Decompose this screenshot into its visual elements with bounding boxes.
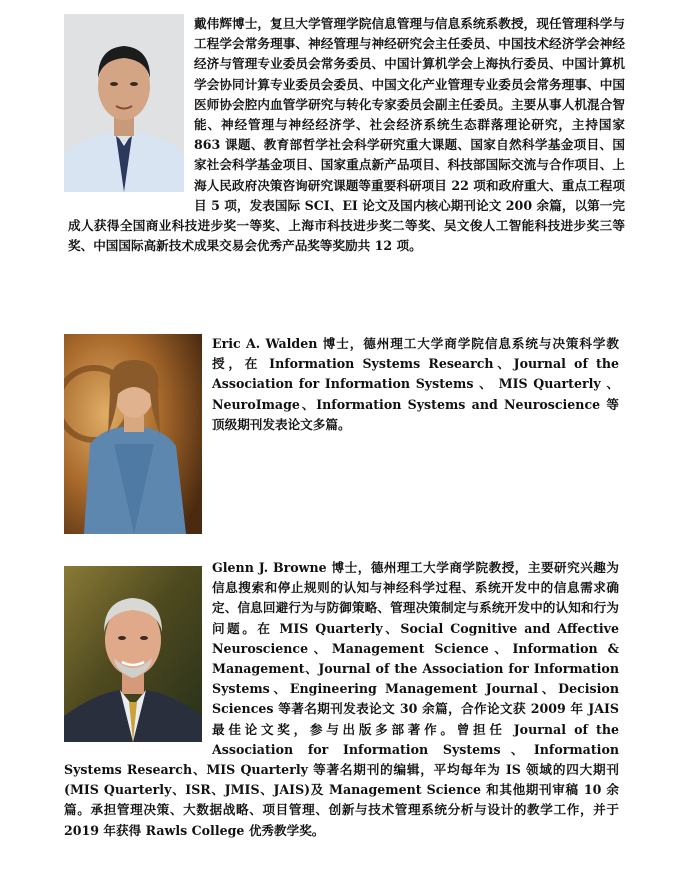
bio-eric-walden — [0, 334, 681, 538]
bio-text: Glenn J. Browne 博士，德州理工大学商学院教授，主要研究兴趣为信息搜索和停止规则的认知与神经科学过程、系统开发中的信息需求确定、信息回避行为与防御策略、管理决策制定与系统开发中的认知和行为问题。在 MIS Quarterly、Social Cognitive and Affective Neuroscience、Management Science、Information & Management、Journal of the Association for Information Systems、Engineering Management Journal、Decision Sciences 等著名期刊发表论文 30 余篇，合作论文获 2009 年 JAIS 最佳论文奖，参与出版多部著作。曾担任 Journal of the Association for Information Systems、Information Systems Research、MIS Quarterly 等著名期刊的编辑，平均每年为 IS 领域的四大期刊(MIS Quarterly、ISR、JMIS、JAIS)及 Management Science 和其他期刊审稿 10 余篇。承担管理决策、大数据战略、项目管理、创新与技术管理系统分析与设计的教学工作，并于 2019 年获得 Rawls College 优秀教学奖。 — [64, 560, 619, 838]
bio-glenn-browne — [0, 558, 681, 841]
bio-text: 戴伟辉博士，复旦大学管理学院信息管理与信息系统系教授，现任管理科学与工程学会常务理事、神经管理与神经研究会主任委员、中国技术经济学会神经经济与管理专业委员会常务委员、中国计算机学会上海执行委员、中国计算机学会协同计算专业委员会委员、中国文化产业管理专业委员会常务理事、中国医师协会腔内血管学研究与转化专家委员会副主任委员。主要从事人机混合智能、神经管理与神经经济学、社会经济系统生态群落理论研究，主持国家 863 课题、教育部哲学社会科学研究重大课题、国家自然科学基金项目、国家社会科学基金项目、国家重点新产品项目、科技部国际交流与合作项目、上海人民政府决策咨询研究课题等重要科研项目 22 项和政府重大、重点工程项目 5 项，发表国际 SCI、EI 论文及国内核心期刊论文 200 余篇，以第一完成人获得全国商业科技进步奖一等奖、上海市科技进步奖二等奖、吴文俊人工智能科技进步奖三等奖、中国国际高新技术成果交易会优秀产品奖等奖励共 12 项。 — [0, 14, 681, 256]
bio-dai-weihui — [0, 14, 681, 256]
portrait-photo — [64, 14, 184, 192]
portrait-photo — [64, 334, 202, 534]
bio-text: Eric A. Walden 博士，德州理工大学商学院信息系统与决策科学教授，在 Information Systems Research、Journal of the Association for Information Systems 、 MIS Quarterly 、 NeuroImage、Information Systems and Neuroscience 等顶级期刊发表论文多篇。 — [0, 334, 681, 435]
portrait-photo — [64, 566, 202, 742]
